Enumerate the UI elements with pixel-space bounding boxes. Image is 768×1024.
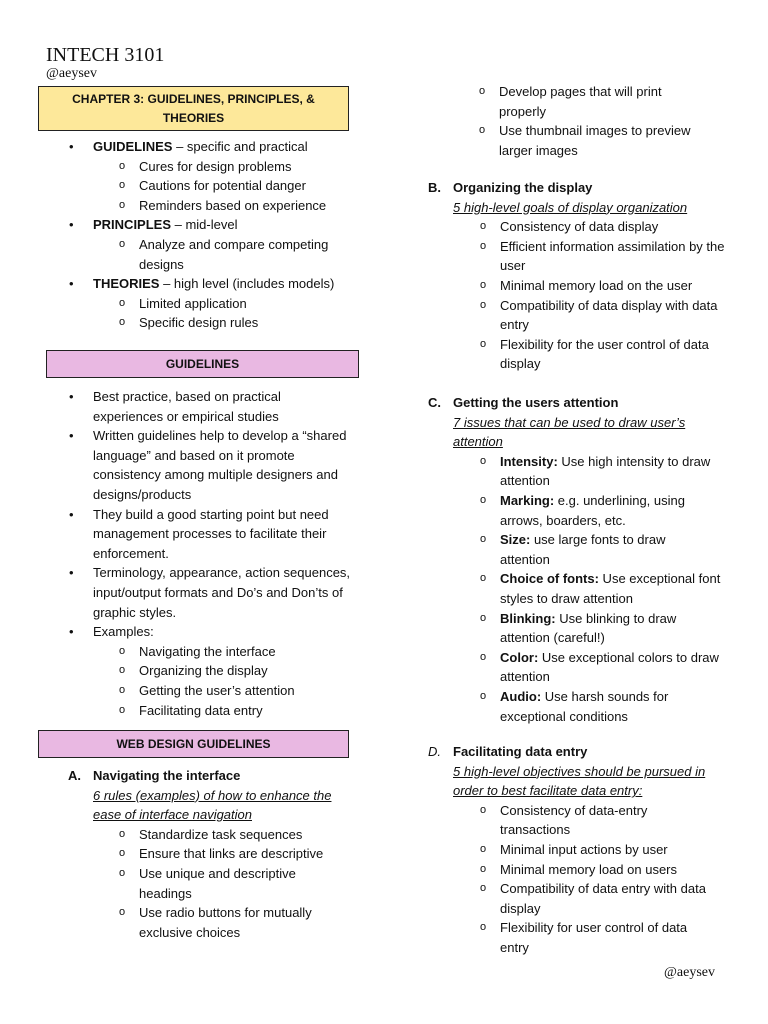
section-d [428,742,738,958]
chapter-heading: CHAPTER 3: GUIDELINES, PRINCIPLES, & THEORIES [72,91,315,125]
section-a-subtitle: 6 rules (examples) of how to enhance the ease of interface navigation [93,787,332,823]
list-item: o Compatibility of data display with data entry [407,296,738,335]
intro-section [46,137,376,333]
list-item: o Consistency of data-entry transactions [407,801,738,840]
guidelines-heading: GUIDELINES [165,356,240,371]
list-item: o Minimal memory load on users [407,860,738,880]
guidelines-heading-box [46,350,359,378]
list-item: o Cures for design problems [46,157,376,177]
list-item: o Limited application [46,294,376,314]
list-item: • Written guidelines help to develop a “shared language” and based on it promote consistency among multiple designers and designs/products [46,426,376,504]
guidelines-section [46,387,376,720]
list-item: o Reminders based on experience [46,196,376,216]
list-item: • THEORIES – high level (includes models) [46,274,376,294]
list-item: o Consistency of data display [407,217,738,237]
section-d-subtitle: 5 high-level objectives should be pursued in order to best facilitate data entry: [453,763,706,799]
list-item: o Minimal input actions by user [407,840,738,860]
list-item: o Marking: e.g. underlining, using arrows, boarders, etc. [407,491,738,530]
section-a-continued [406,82,736,160]
list-item: o Develop pages that will print properly [406,82,736,121]
list-item: o Use unique and descriptive headings [46,864,368,903]
section-c-title: C. Getting the users attention [428,395,619,410]
author-handle-bottom: @aeysev [664,965,715,980]
list-item: o Organizing the display [46,661,376,681]
list-item: o Efficient information assimilation by the user [407,237,738,276]
list-item: o Navigating the interface [46,642,376,662]
list-item: o Getting the user’s attention [46,681,376,701]
list-item: o Use radio buttons for mutually exclusive choices [46,903,368,942]
list-item: o Minimal memory load on the user [407,276,738,296]
chapter-heading-box [38,86,349,131]
list-item: o Intensity: Use high intensity to draw attention [407,452,738,491]
list-item: o Choice of fonts: Use exceptional font styles to draw attention [407,569,738,608]
list-item: • They build a good starting point but need management processes to facilitate their enforcement. [46,505,376,564]
section-a-title: A. Navigating the interface [68,768,241,783]
section-b-title: B. Organizing the display [428,180,593,195]
list-item: o Blinking: Use blinking to draw attention (careful!) [407,609,738,648]
author-handle-top: @aeysev [46,66,97,81]
list-item: o Ensure that links are descriptive [46,844,368,864]
section-c [428,393,738,726]
section-d-title: D. Facilitating data entry [428,744,588,759]
section-b [428,178,738,374]
web-design-heading: WEB DESIGN GUIDELINES [116,736,271,751]
list-item: o Facilitating data entry [46,701,376,721]
list-item: o Analyze and compare competing designs [46,235,376,274]
list-item: • Examples: [46,622,376,642]
list-item: o Size: use large fonts to draw attention [407,530,738,569]
list-item: • Terminology, appearance, action sequences, input/output formats and Do’s and Don’ts of graphic styles. [46,563,376,622]
list-item: o Flexibility for user control of data entry [407,918,738,957]
list-item: o Standardize task sequences [46,825,368,845]
section-c-subtitle: 7 issues that can be used to draw user’s attention [453,414,686,450]
list-item: o Audio: Use harsh sounds for exceptional conditions [407,687,738,726]
list-item: • GUIDELINES – specific and practical [46,137,376,157]
list-item: o Color: Use exceptional colors to draw attention [407,648,738,687]
list-item: o Cautions for potential danger [46,176,376,196]
list-item: • PRINCIPLES – mid-level [46,215,376,235]
list-item: o Flexibility for the user control of data display [407,335,738,374]
list-item: o Compatibility of data entry with data display [407,879,738,918]
web-design-heading-box [38,730,349,758]
list-item: o Use thumbnail images to preview larger images [406,121,736,160]
section-a [68,766,368,942]
section-b-subtitle: 5 high-level goals of display organization [453,199,688,215]
list-item: o Specific design rules [46,313,376,333]
course-title: INTECH 3101 [46,44,165,66]
list-item: • Best practice, based on practical experiences or empirical studies [46,387,376,426]
